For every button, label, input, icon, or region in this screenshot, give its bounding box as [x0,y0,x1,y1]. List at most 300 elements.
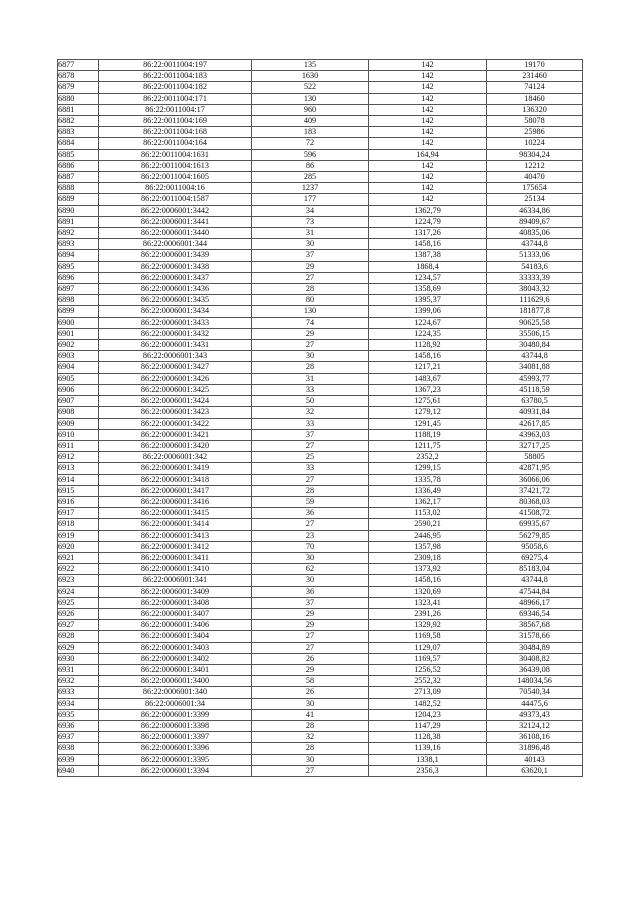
area-cell: 28 [252,485,369,496]
area-cell: 36 [252,508,369,519]
cadastral-number-cell: 86:22:0011004:1613 [99,160,252,171]
rate-cell: 1399,06 [369,306,487,317]
value-cell: 231460 [487,71,583,82]
value-cell: 74124 [487,82,583,93]
value-cell: 69935,67 [487,519,583,530]
row-number-cell: 6892 [58,228,99,239]
table-row [58,194,583,205]
area-cell: 135 [252,60,369,71]
rate-cell: 142 [369,172,487,183]
row-number-cell: 6926 [58,608,99,619]
cadastral-number-cell: 86:22:0006001:3432 [99,328,252,339]
row-number-cell: 6896 [58,272,99,283]
rate-cell: 1147,29 [369,720,487,731]
rate-cell: 1204,23 [369,709,487,720]
cadastral-number-cell: 86:22:0006001:3434 [99,306,252,317]
table-row [58,328,583,339]
area-cell: 62 [252,564,369,575]
area-cell: 30 [252,698,369,709]
cadastral-number-cell: 86:22:0006001:3425 [99,384,252,395]
cadastral-number-cell: 86:22:0006001:3419 [99,463,252,474]
table-row [58,71,583,82]
rate-cell: 1868,4 [369,261,487,272]
cadastral-number-cell: 86:22:0006001:3412 [99,541,252,552]
value-cell: 89409,67 [487,216,583,227]
row-number-cell: 6917 [58,508,99,519]
row-number-cell: 6938 [58,743,99,754]
value-cell: 30484,89 [487,642,583,653]
cadastral-number-cell: 86:22:0011004:183 [99,71,252,82]
value-cell: 49373,43 [487,709,583,720]
cadastral-number-cell: 86:22:0006001:3401 [99,664,252,675]
table-row [58,541,583,552]
area-cell: 30 [252,552,369,563]
row-number-cell: 6930 [58,653,99,664]
cadastral-number-cell: 86:22:0006001:3414 [99,519,252,530]
rate-cell: 1153,02 [369,508,487,519]
area-cell: 28 [252,720,369,731]
row-number-cell: 6911 [58,440,99,451]
row-number-cell: 6904 [58,362,99,373]
area-cell: 74 [252,317,369,328]
value-cell: 40143 [487,754,583,765]
cadastral-number-cell: 86:22:0006001:342 [99,452,252,463]
cadastral-number-cell: 86:22:0006001:3440 [99,228,252,239]
area-cell: 26 [252,653,369,664]
value-cell: 175654 [487,183,583,194]
area-cell: 31 [252,373,369,384]
value-cell: 43963,03 [487,429,583,440]
table-row [58,743,583,754]
area-cell: 33 [252,384,369,395]
area-cell: 72 [252,138,369,149]
value-cell: 56279,85 [487,530,583,541]
table-row [58,653,583,664]
rate-cell: 1358,69 [369,284,487,295]
table-row [58,631,583,642]
cadastral-number-cell: 86:22:0011004:1605 [99,172,252,183]
cadastral-number-cell: 86:22:0006001:3421 [99,429,252,440]
row-number-cell: 6902 [58,340,99,351]
value-cell: 181877,8 [487,306,583,317]
value-cell: 47544,84 [487,586,583,597]
table-row [58,60,583,71]
area-cell: 28 [252,284,369,295]
rate-cell: 142 [369,104,487,115]
row-number-cell: 6910 [58,429,99,440]
rate-cell: 142 [369,116,487,127]
value-cell: 70540,34 [487,687,583,698]
cadastral-number-cell: 86:22:0006001:3399 [99,709,252,720]
row-number-cell: 6897 [58,284,99,295]
rate-cell: 1234,57 [369,272,487,283]
value-cell: 12212 [487,160,583,171]
value-cell: 136320 [487,104,583,115]
area-cell: 32 [252,407,369,418]
value-cell: 44475,6 [487,698,583,709]
cadastral-number-cell: 86:22:0006001:3410 [99,564,252,575]
table-row [58,519,583,530]
rate-cell: 142 [369,127,487,138]
area-cell: 73 [252,216,369,227]
cadastral-number-cell: 86:22:0011004:171 [99,93,252,104]
table-row [58,720,583,731]
area-cell: 23 [252,530,369,541]
table-row [58,284,583,295]
cadastral-number-cell: 86:22:0011004:1631 [99,149,252,160]
row-number-cell: 6908 [58,407,99,418]
rate-cell: 2590,21 [369,519,487,530]
cadastral-number-cell: 86:22:0006001:3394 [99,765,252,776]
area-cell: 28 [252,743,369,754]
area-cell: 27 [252,474,369,485]
cadastral-number-cell: 86:22:0006001:343 [99,351,252,362]
table-body [58,60,583,777]
value-cell: 32717,25 [487,440,583,451]
table-row [58,440,583,451]
cadastral-number-cell: 86:22:0006001:3427 [99,362,252,373]
rate-cell: 2713,09 [369,687,487,698]
row-number-cell: 6932 [58,676,99,687]
cadastral-number-cell: 86:22:0006001:344 [99,239,252,250]
cadastral-number-cell: 86:22:0006001:3396 [99,743,252,754]
area-cell: 30 [252,575,369,586]
cadastral-number-cell: 86:22:0006001:3408 [99,597,252,608]
table-row [58,754,583,765]
area-cell: 37 [252,429,369,440]
row-number-cell: 6889 [58,194,99,205]
value-cell: 46334,86 [487,205,583,216]
rate-cell: 1387,38 [369,250,487,261]
rate-cell: 1336,49 [369,485,487,496]
value-cell: 38567,68 [487,620,583,631]
row-number-cell: 6895 [58,261,99,272]
area-cell: 27 [252,519,369,530]
cadastral-number-cell: 86:22:0006001:3409 [99,586,252,597]
value-cell: 33333,39 [487,272,583,283]
rate-cell: 1320,69 [369,586,487,597]
row-number-cell: 6881 [58,104,99,115]
value-cell: 30480,84 [487,340,583,351]
value-cell: 32124,12 [487,720,583,731]
cadastral-number-cell: 86:22:0006001:3402 [99,653,252,664]
rate-cell: 1338,1 [369,754,487,765]
cadastral-number-cell: 86:22:0006001:3431 [99,340,252,351]
rate-cell: 1373,92 [369,564,487,575]
value-cell: 58078 [487,116,583,127]
area-cell: 26 [252,687,369,698]
cadastral-number-cell: 86:22:0006001:3407 [99,608,252,619]
table-row [58,709,583,720]
table-row [58,172,583,183]
cadastral-number-cell: 86:22:0006001:3439 [99,250,252,261]
row-number-cell: 6906 [58,384,99,395]
cadastral-number-cell: 86:22:0006001:3417 [99,485,252,496]
value-cell: 25134 [487,194,583,205]
rate-cell: 164,94 [369,149,487,160]
table-row [58,418,583,429]
table-row [58,552,583,563]
cadastral-number-cell: 86:22:0006001:3416 [99,496,252,507]
rate-cell: 142 [369,71,487,82]
table-row [58,463,583,474]
rate-cell: 1317,26 [369,228,487,239]
area-cell: 27 [252,631,369,642]
row-number-cell: 6915 [58,485,99,496]
value-cell: 43744,8 [487,239,583,250]
row-number-cell: 6929 [58,642,99,653]
row-number-cell: 6877 [58,60,99,71]
area-cell: 37 [252,250,369,261]
row-number-cell: 6927 [58,620,99,631]
cadastral-number-cell: 86:22:0011004:1587 [99,194,252,205]
row-number-cell: 6920 [58,541,99,552]
table-row [58,452,583,463]
area-cell: 29 [252,664,369,675]
area-cell: 27 [252,765,369,776]
value-cell: 30408,82 [487,653,583,664]
table-row [58,676,583,687]
rate-cell: 1395,37 [369,295,487,306]
table-row [58,485,583,496]
table-row [58,127,583,138]
row-number-cell: 6931 [58,664,99,675]
table-row [58,216,583,227]
rate-cell: 1139,16 [369,743,487,754]
row-number-cell: 6880 [58,93,99,104]
rate-cell: 2309,18 [369,552,487,563]
table-row [58,407,583,418]
row-number-cell: 6923 [58,575,99,586]
table-row [58,608,583,619]
table-row [58,396,583,407]
row-number-cell: 6886 [58,160,99,171]
rate-cell: 142 [369,138,487,149]
rate-cell: 142 [369,82,487,93]
area-cell: 30 [252,754,369,765]
value-cell: 40835,06 [487,228,583,239]
rate-cell: 1362,79 [369,205,487,216]
rate-cell: 1275,61 [369,396,487,407]
rate-cell: 1291,45 [369,418,487,429]
rate-cell: 2352,2 [369,452,487,463]
cadastral-number-cell: 86:22:0006001:3442 [99,205,252,216]
area-cell: 130 [252,93,369,104]
rate-cell: 142 [369,194,487,205]
value-cell: 40931,84 [487,407,583,418]
table-row [58,149,583,160]
table-row [58,597,583,608]
area-cell: 27 [252,642,369,653]
value-cell: 35506,15 [487,328,583,339]
area-cell: 86 [252,160,369,171]
value-cell: 19170 [487,60,583,71]
rate-cell: 1323,41 [369,597,487,608]
value-cell: 69346,54 [487,608,583,619]
rate-cell: 2552,32 [369,676,487,687]
rate-cell: 1129,07 [369,642,487,653]
area-cell: 34 [252,205,369,216]
rate-cell: 2446,95 [369,530,487,541]
area-cell: 285 [252,172,369,183]
value-cell: 148034,56 [487,676,583,687]
row-number-cell: 6905 [58,373,99,384]
row-number-cell: 6907 [58,396,99,407]
value-cell: 69275,4 [487,552,583,563]
cadastral-number-cell: 86:22:0006001:3423 [99,407,252,418]
value-cell: 111629,6 [487,295,583,306]
value-cell: 54183,6 [487,261,583,272]
rate-cell: 142 [369,60,487,71]
value-cell: 48966,17 [487,597,583,608]
rate-cell: 1458,16 [369,351,487,362]
cadastral-number-cell: 86:22:0006001:3415 [99,508,252,519]
cadastral-number-cell: 86:22:0006001:3424 [99,396,252,407]
row-number-cell: 6898 [58,295,99,306]
row-number-cell: 6893 [58,239,99,250]
table-row [58,250,583,261]
row-number-cell: 6887 [58,172,99,183]
cadastral-number-cell: 86:22:0006001:340 [99,687,252,698]
row-number-cell: 6888 [58,183,99,194]
area-cell: 70 [252,541,369,552]
area-cell: 31 [252,228,369,239]
rate-cell: 1169,58 [369,631,487,642]
value-cell: 40470 [487,172,583,183]
cadastral-number-cell: 86:22:0006001:3404 [99,631,252,642]
row-number-cell: 6919 [58,530,99,541]
cadastral-number-cell: 86:22:0006001:3413 [99,530,252,541]
cadastral-number-cell: 86:22:0006001:3441 [99,216,252,227]
cadastral-number-cell: 86:22:0006001:3406 [99,620,252,631]
cadastral-number-cell: 86:22:0006001:3436 [99,284,252,295]
value-cell: 36439,08 [487,664,583,675]
area-cell: 80 [252,295,369,306]
row-number-cell: 6922 [58,564,99,575]
row-number-cell: 6933 [58,687,99,698]
value-cell: 31578,66 [487,631,583,642]
rate-cell: 1128,92 [369,340,487,351]
cadastral-number-cell: 86:22:0006001:34 [99,698,252,709]
table-row [58,687,583,698]
value-cell: 43744,8 [487,575,583,586]
value-cell: 37421,72 [487,485,583,496]
value-cell: 85183,04 [487,564,583,575]
table-row [58,664,583,675]
rate-cell: 1329,92 [369,620,487,631]
cadastral-value-table [57,59,583,777]
rate-cell: 1362,17 [369,496,487,507]
row-number-cell: 6878 [58,71,99,82]
rate-cell: 1211,75 [369,440,487,451]
row-number-cell: 6935 [58,709,99,720]
area-cell: 29 [252,261,369,272]
cadastral-number-cell: 86:22:0006001:3422 [99,418,252,429]
row-number-cell: 6934 [58,698,99,709]
rate-cell: 1224,35 [369,328,487,339]
value-cell: 58805 [487,452,583,463]
rate-cell: 1128,38 [369,732,487,743]
area-cell: 32 [252,732,369,743]
row-number-cell: 6921 [58,552,99,563]
table-row [58,373,583,384]
cadastral-number-cell: 86:22:0006001:3433 [99,317,252,328]
cadastral-number-cell: 86:22:0011004:169 [99,116,252,127]
value-cell: 90625,58 [487,317,583,328]
table-row [58,82,583,93]
area-cell: 596 [252,149,369,160]
table-row [58,261,583,272]
area-cell: 37 [252,597,369,608]
table-row [58,272,583,283]
row-number-cell: 6918 [58,519,99,530]
rate-cell: 1357,98 [369,541,487,552]
table-row [58,508,583,519]
row-number-cell: 6936 [58,720,99,731]
table-row [58,183,583,194]
area-cell: 41 [252,709,369,720]
area-cell: 177 [252,194,369,205]
rate-cell: 1188,19 [369,429,487,440]
value-cell: 95058,6 [487,541,583,552]
row-number-cell: 6909 [58,418,99,429]
table-row [58,620,583,631]
row-number-cell: 6885 [58,149,99,160]
table-row [58,496,583,507]
table-row [58,429,583,440]
row-number-cell: 6903 [58,351,99,362]
value-cell: 18460 [487,93,583,104]
value-cell: 38043,32 [487,284,583,295]
area-cell: 30 [252,239,369,250]
table-row [58,732,583,743]
value-cell: 51333,06 [487,250,583,261]
area-cell: 58 [252,676,369,687]
rate-cell: 1335,78 [369,474,487,485]
area-cell: 130 [252,306,369,317]
rate-cell: 1458,16 [369,239,487,250]
row-number-cell: 6890 [58,205,99,216]
rate-cell: 1279,12 [369,407,487,418]
area-cell: 29 [252,608,369,619]
table-row [58,93,583,104]
table-row [58,575,583,586]
value-cell: 25986 [487,127,583,138]
row-number-cell: 6914 [58,474,99,485]
area-cell: 27 [252,272,369,283]
area-cell: 27 [252,340,369,351]
table-row [58,765,583,776]
table-row [58,104,583,115]
row-number-cell: 6925 [58,597,99,608]
row-number-cell: 6879 [58,82,99,93]
value-cell: 34081,88 [487,362,583,373]
cadastral-number-cell: 86:22:0011004:197 [99,60,252,71]
row-number-cell: 6894 [58,250,99,261]
area-cell: 29 [252,620,369,631]
row-number-cell: 6891 [58,216,99,227]
value-cell: 36108,16 [487,732,583,743]
rate-cell: 1483,67 [369,373,487,384]
cadastral-number-cell: 86:22:0006001:3403 [99,642,252,653]
cadastral-number-cell: 86:22:0011004:164 [99,138,252,149]
area-cell: 960 [252,104,369,115]
table-row [58,698,583,709]
row-number-cell: 6883 [58,127,99,138]
cadastral-number-cell: 86:22:0006001:3400 [99,676,252,687]
value-cell: 41508,72 [487,508,583,519]
table-row [58,384,583,395]
